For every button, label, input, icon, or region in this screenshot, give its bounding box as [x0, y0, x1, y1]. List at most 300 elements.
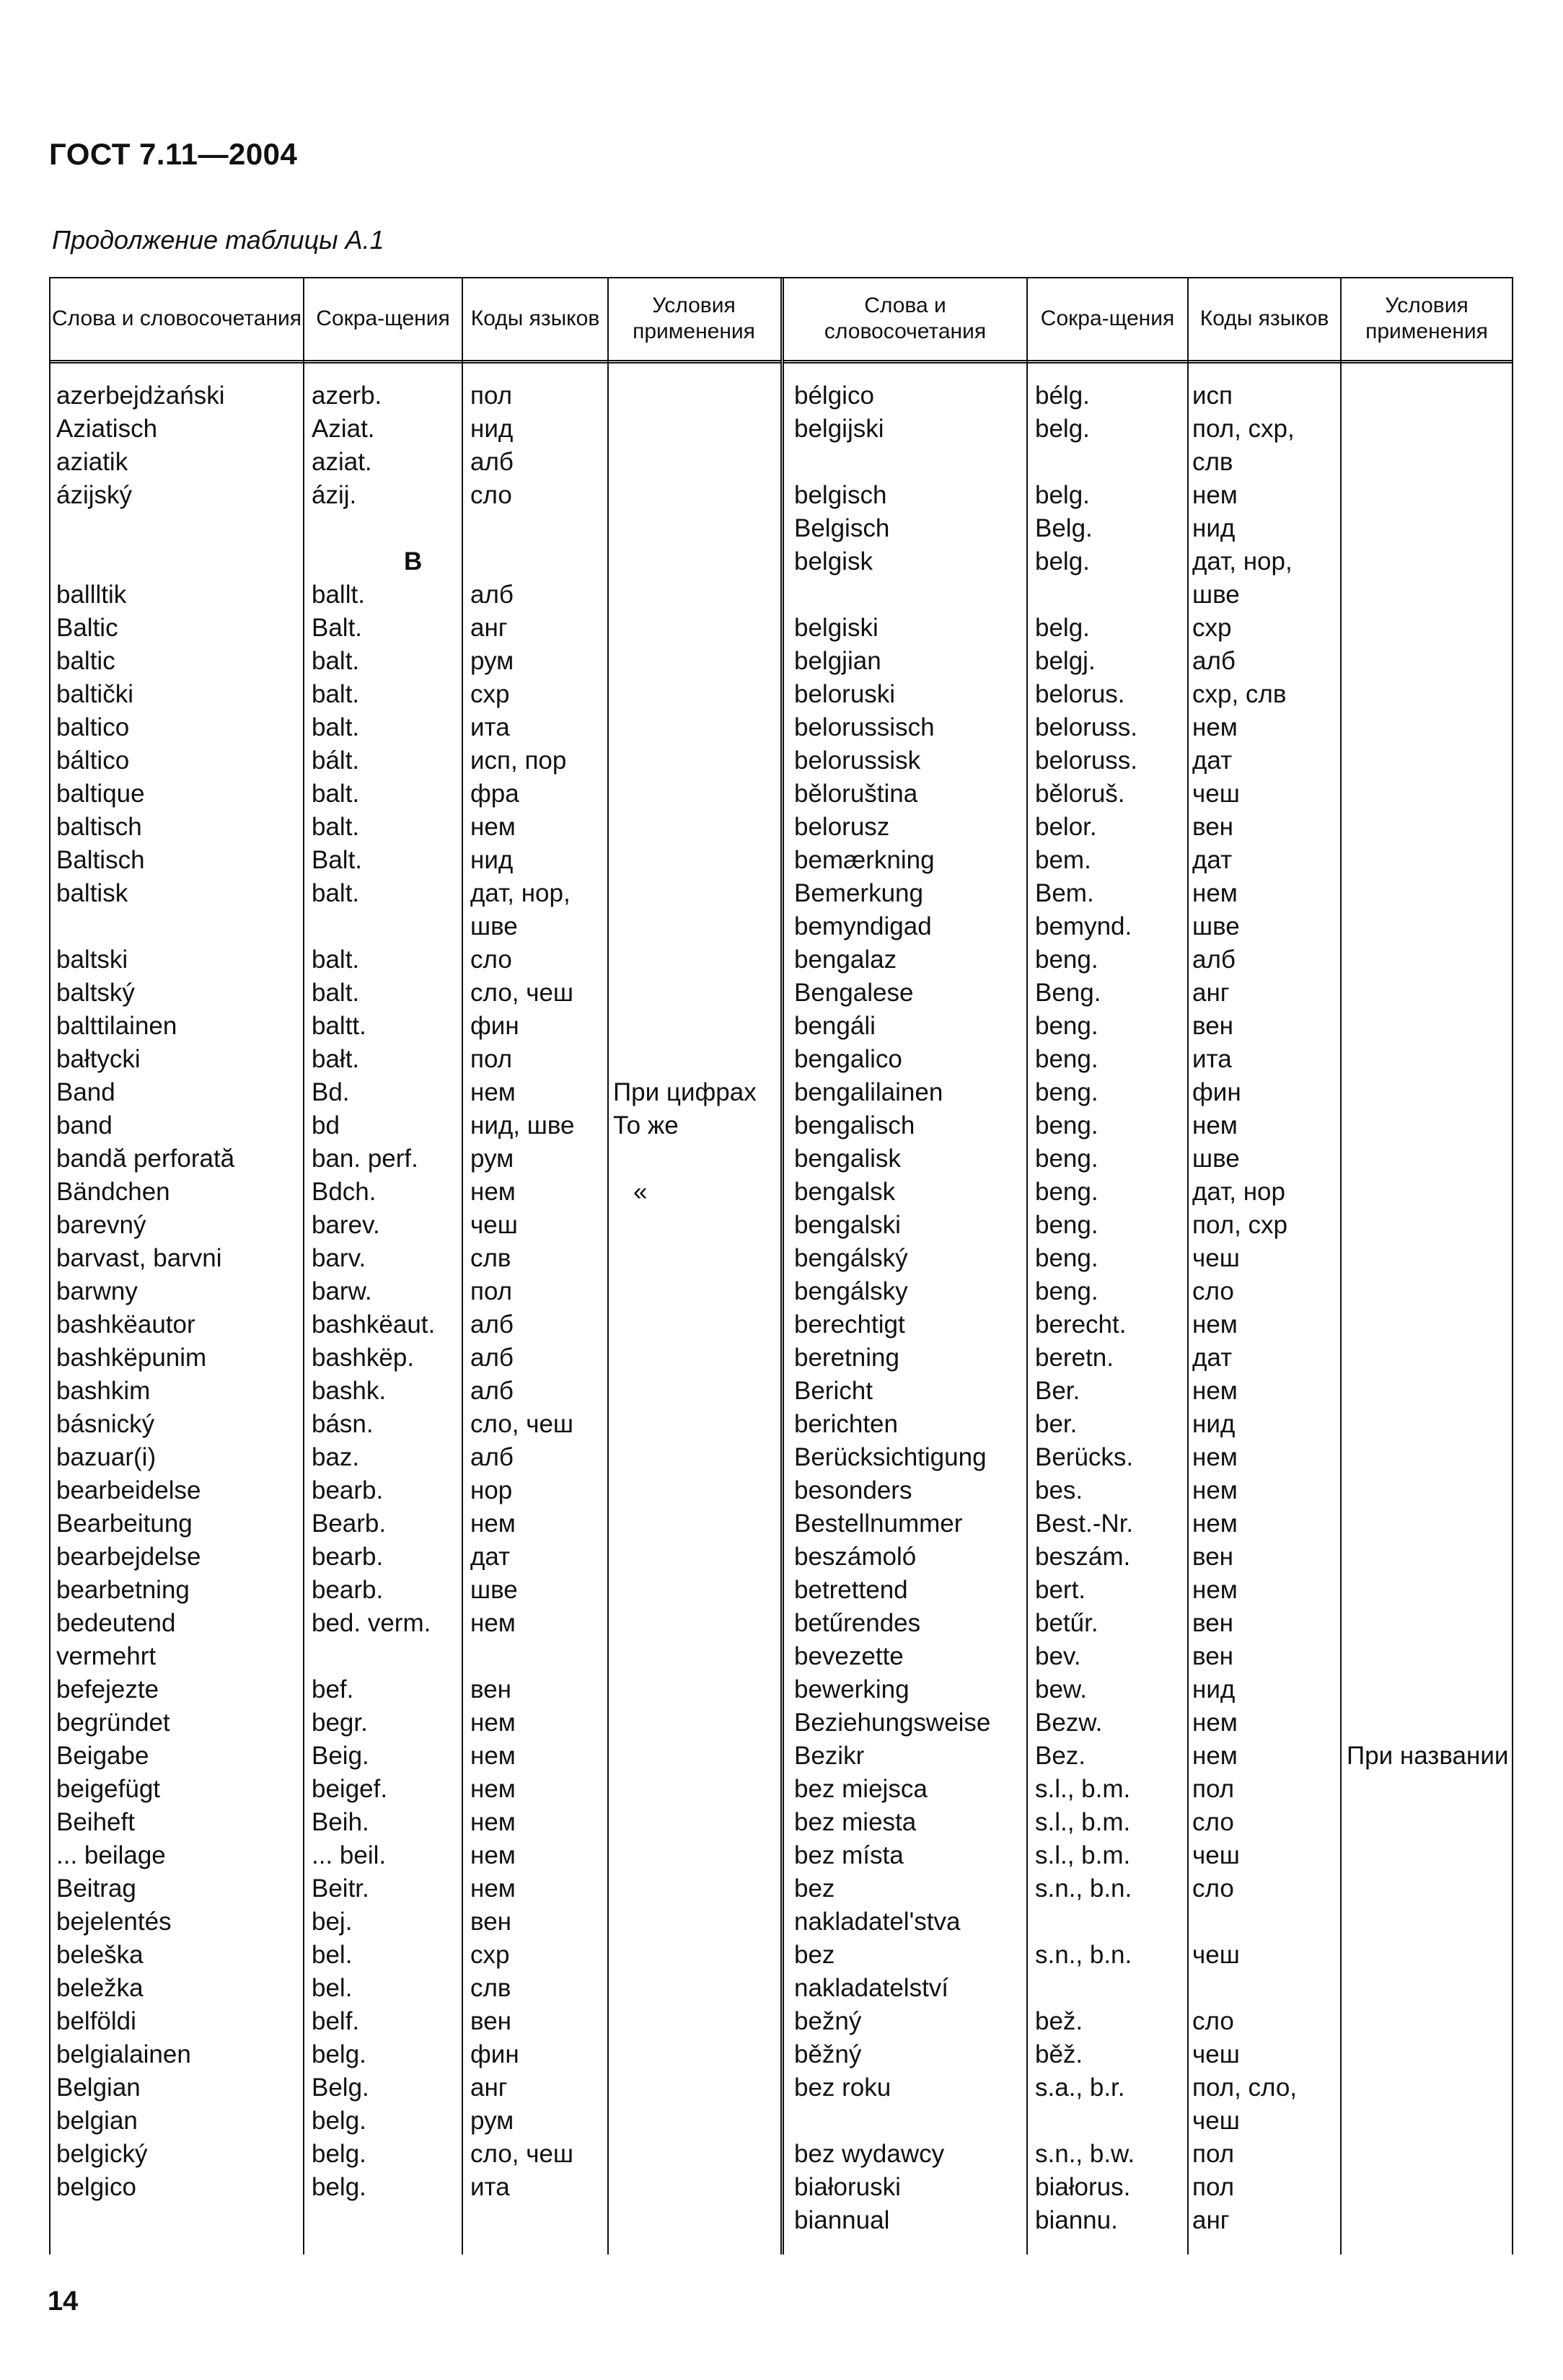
cell-code: пол, сло, — [1192, 2073, 1298, 2102]
table-row — [784, 1474, 1512, 1507]
cell-word: begründet — [56, 1709, 170, 1737]
cell-abbr: bd — [312, 1111, 340, 1140]
cell-abbr: Beitr. — [312, 1874, 369, 1903]
table-row — [50, 744, 780, 777]
cell-code: нем — [1192, 1111, 1238, 1140]
table-continuation-caption: Продолжение таблицы А.1 — [52, 225, 384, 255]
cell-code: сло — [1192, 1874, 1234, 1903]
header-abbr: Сокра-щения — [316, 307, 450, 330]
cell-abbr: ... beil. — [312, 1841, 387, 1869]
table-row — [50, 645, 780, 678]
cell-code: пол — [1192, 2140, 1235, 2168]
cell-abbr: běž. — [1035, 2040, 1083, 2068]
cell-code: анг — [470, 614, 508, 642]
cell-abbr: Belg. — [312, 2073, 369, 2102]
cell-word: belgjian — [794, 647, 881, 675]
cell-code: нем — [470, 1775, 516, 1803]
table-row — [50, 1673, 780, 1706]
cell-word: azerbejdżański — [56, 382, 225, 410]
cell-code: алб — [1192, 946, 1236, 974]
cell-abbr: s.a., b.r. — [1035, 2073, 1125, 2102]
cell-code: нем — [1192, 1576, 1238, 1604]
cell-abbr: Balt. — [312, 846, 363, 874]
cell-word: bez — [794, 1874, 835, 1903]
cell-word: Beiheft — [56, 1808, 135, 1836]
cell-abbr: beng. — [1035, 1145, 1098, 1173]
cell-word: belgijski — [794, 415, 884, 443]
cell-word: bez miejsca — [794, 1775, 928, 1803]
cell-word: beretning — [794, 1344, 899, 1372]
cell-abbr: beng. — [1035, 1277, 1098, 1305]
cell-abbr: bed. verm. — [312, 1609, 431, 1637]
cell-code: нем — [470, 1509, 516, 1538]
cell-abbr: Bearb. — [312, 1509, 387, 1538]
cell-abbr: bej. — [312, 1908, 353, 1936]
cell-word: Baltisch — [56, 846, 145, 874]
cell-code: исп — [1192, 382, 1233, 410]
cell-abbr: ber. — [1035, 1410, 1078, 1438]
cell-abbr: baltt. — [312, 1012, 366, 1040]
cell-word: belgisch — [794, 481, 887, 509]
cell-abbr: beszám. — [1035, 1543, 1131, 1571]
cell-code: схр, слв — [1192, 680, 1287, 708]
cell-abbr: s.l., b.m. — [1035, 1841, 1131, 1869]
cell-code: дат — [1192, 846, 1233, 874]
table-row — [784, 2038, 1512, 2071]
cell-abbr: s.l., b.m. — [1035, 1775, 1131, 1803]
cell-abbr: belg. — [312, 2107, 366, 2135]
cell-word: nakladatelství — [794, 1974, 949, 2002]
table-row — [50, 1441, 780, 1474]
table-row — [784, 1142, 1512, 1176]
cell-code: нид — [1192, 1675, 1236, 1704]
cell-abbr: bashkëp. — [312, 1344, 415, 1372]
cell-code: чеш — [1192, 2040, 1240, 2068]
cell-code: сло — [470, 946, 512, 974]
table-row — [784, 711, 1512, 744]
cell-word: běloruština — [794, 780, 918, 808]
section-letter: B — [404, 547, 423, 576]
cell-word: bez místa — [794, 1841, 904, 1869]
cell-code: шве — [470, 1576, 518, 1604]
cell-abbr: běloruš. — [1035, 780, 1125, 808]
table-row — [50, 1607, 780, 1640]
cell-code: пол — [470, 382, 513, 410]
cell-abbr: Ber. — [1035, 1377, 1080, 1405]
cell-word: białoruski — [794, 2173, 901, 2201]
table-row — [784, 379, 1512, 413]
cell-abbr: s.n., b.n. — [1035, 1874, 1132, 1903]
table-header-row — [784, 278, 1512, 363]
cell-code: схр — [470, 1941, 510, 1969]
cell-word: Beitrag — [56, 1874, 136, 1903]
cell-word: Bericht — [794, 1377, 873, 1405]
cell-abbr: bearb. — [312, 1476, 384, 1504]
table-row — [784, 1375, 1512, 1408]
cell-word: Band — [56, 1078, 115, 1106]
table-row — [50, 1740, 780, 1773]
table-row — [50, 2038, 780, 2071]
table-row — [784, 1308, 1512, 1341]
cell-word: bedeutend — [56, 1609, 176, 1637]
cell-condition: « — [633, 1178, 648, 1206]
cell-code: дат, нор, — [1192, 547, 1293, 576]
cell-code: рум — [470, 2107, 514, 2135]
header-abbr: Сокра-щения — [1040, 307, 1175, 330]
table-row — [784, 1905, 1512, 1939]
cell-abbr: barev. — [312, 1211, 380, 1239]
cell-code: вен — [470, 2007, 511, 2035]
table-row — [50, 1275, 780, 1308]
cell-code: алб — [470, 1344, 514, 1372]
cell-code: сло — [1192, 1808, 1234, 1836]
table-row — [50, 1076, 780, 1109]
cell-abbr: bélg. — [1035, 382, 1090, 410]
table-row — [50, 1408, 780, 1441]
cell-code: алб — [1192, 647, 1236, 675]
cell-word: básnický — [56, 1410, 155, 1438]
cell-word: bevezette — [794, 1642, 904, 1670]
table-row — [784, 1872, 1512, 1905]
table-row — [784, 2005, 1512, 2038]
table-row — [50, 578, 780, 612]
cell-abbr: Bdch. — [312, 1178, 377, 1206]
cell-code: нем — [1192, 1476, 1238, 1504]
cell-abbr: beng. — [1035, 1045, 1098, 1073]
cell-word: bashkim — [56, 1377, 151, 1405]
cell-abbr: belf. — [312, 2007, 360, 2035]
cell-abbr: bev. — [1035, 1642, 1081, 1670]
cell-word: besonders — [794, 1476, 912, 1504]
cell-code: шве — [1192, 1145, 1240, 1173]
cell-abbr: begr. — [312, 1709, 368, 1737]
table-row — [784, 446, 1512, 479]
cell-abbr: balt. — [312, 979, 360, 1007]
table-row — [50, 2171, 780, 2204]
cell-word: báltico — [56, 746, 130, 775]
cell-word: baltic — [56, 647, 115, 675]
cell-word: ballltik — [56, 581, 127, 609]
cell-code: вен — [1192, 1012, 1233, 1040]
cell-code: сло, чеш — [470, 2140, 574, 2168]
table-row — [50, 1939, 780, 1972]
cell-word: Bändchen — [56, 1178, 170, 1206]
cell-abbr: balt. — [312, 813, 360, 841]
cell-abbr: beng. — [1035, 946, 1098, 974]
cell-abbr: beng. — [1035, 1244, 1098, 1272]
cell-word: bez — [794, 1941, 835, 1969]
cell-word: bengalilainen — [794, 1078, 943, 1106]
cell-abbr: ban. perf. — [312, 1145, 418, 1173]
table-row — [50, 545, 780, 578]
cell-code: дат — [470, 1543, 511, 1571]
cell-code: нем — [1192, 1310, 1238, 1339]
cell-abbr: Beih. — [312, 1808, 369, 1836]
table-row — [50, 2005, 780, 2038]
cell-word: bejelentés — [56, 1908, 172, 1936]
cell-word: baltski — [56, 946, 128, 974]
table-row — [784, 1640, 1512, 1673]
cell-code: ита — [470, 2173, 510, 2201]
cell-code: пол — [1192, 1775, 1235, 1803]
header-codes: Коды языков — [470, 307, 600, 330]
cell-word: Aziatisch — [56, 415, 158, 443]
cell-word: nakladatel'stva — [794, 1908, 961, 1936]
table-row — [784, 1673, 1512, 1706]
cell-abbr: belgj. — [1035, 647, 1096, 675]
cell-word: bazuar(i) — [56, 1443, 157, 1471]
table-row — [784, 2171, 1512, 2204]
table-row — [50, 1010, 780, 1043]
cell-code: слв — [470, 1974, 511, 2002]
cell-abbr: bált. — [312, 746, 360, 775]
cell-code: алб — [470, 448, 514, 476]
cell-word: band — [56, 1111, 113, 1140]
cell-word: baltisk — [56, 879, 128, 907]
table-row — [50, 1209, 780, 1242]
table-row — [784, 1209, 1512, 1242]
cell-abbr: Beng. — [1035, 979, 1101, 1007]
cell-word: bengáli — [794, 1012, 876, 1040]
cell-abbr: azerb. — [312, 382, 382, 410]
table-left-half — [50, 278, 780, 2255]
cell-code: нем — [470, 1808, 516, 1836]
table-row — [784, 1341, 1512, 1375]
cell-code: алб — [470, 1377, 514, 1405]
cell-word: belgialainen — [56, 2040, 191, 2068]
cell-code: дат — [1192, 746, 1233, 775]
cell-abbr: bearb. — [312, 1543, 384, 1571]
table-row — [50, 1242, 780, 1275]
table-row — [784, 1441, 1512, 1474]
table-row — [784, 545, 1512, 578]
cell-word: Beziehungsweise — [794, 1709, 991, 1737]
cell-word: Beigabe — [56, 1742, 149, 1770]
table-row — [784, 1507, 1512, 1541]
cell-word: Bearbeitung — [56, 1509, 193, 1538]
cell-abbr: berecht. — [1035, 1310, 1127, 1339]
cell-word: bashkëautor — [56, 1310, 195, 1339]
cell-word: biannual — [794, 2206, 890, 2234]
table-row — [50, 1375, 780, 1408]
table-row — [50, 877, 780, 910]
cell-word: beležka — [56, 1974, 144, 2002]
table-row — [784, 1043, 1512, 1076]
cell-condition: То же — [613, 1111, 679, 1140]
table-row — [784, 2071, 1512, 2104]
cell-abbr: beng. — [1035, 1211, 1098, 1239]
cell-word: ázijský — [56, 481, 133, 509]
cell-abbr: ballt. — [312, 581, 365, 609]
cell-word: bengalisch — [794, 1111, 915, 1140]
cell-word: Belgian — [56, 2073, 141, 2102]
cell-abbr: Bd. — [312, 1078, 350, 1106]
table-row — [784, 479, 1512, 512]
cell-abbr: barw. — [312, 1277, 372, 1305]
cell-abbr: belg. — [312, 2140, 366, 2168]
table-row — [784, 1010, 1512, 1043]
cell-word: berechtigt — [794, 1310, 905, 1339]
cell-code: слв — [1192, 448, 1233, 476]
abbreviation-table — [49, 277, 1513, 2255]
cell-abbr: Berücks. — [1035, 1443, 1134, 1471]
cell-condition: При названии — [1347, 1742, 1509, 1770]
cell-code: нор — [470, 1476, 513, 1504]
cell-code: алб — [470, 1443, 514, 1471]
cell-abbr: barv. — [312, 1244, 366, 1272]
cell-code: пол, схр — [1192, 1211, 1287, 1239]
cell-word: bengalisk — [794, 1145, 901, 1173]
header-words: Слова и словосочетания — [824, 294, 987, 343]
cell-code: ита — [1192, 1045, 1232, 1073]
table-row — [784, 1076, 1512, 1109]
cell-word: bélgico — [794, 382, 874, 410]
cell-word: beigefügt — [56, 1775, 161, 1803]
cell-code: нем — [1192, 1709, 1238, 1737]
table-row — [784, 2104, 1512, 2138]
cell-word: bearbejdelse — [56, 1543, 201, 1571]
cell-word: baltisch — [56, 813, 142, 841]
cell-abbr: belg. — [1035, 415, 1090, 443]
cell-word: beszámoló — [794, 1543, 917, 1571]
cell-code: нем — [1192, 481, 1238, 509]
cell-code: нем — [470, 1841, 516, 1869]
cell-code: чеш — [1192, 2107, 1240, 2135]
cell-abbr: beloruss. — [1035, 746, 1138, 775]
cell-abbr: belg. — [312, 2173, 366, 2201]
cell-abbr: białorus. — [1035, 2173, 1131, 2201]
table-row — [50, 1839, 780, 1872]
cell-word: barwny — [56, 1277, 138, 1305]
cell-word: baltique — [56, 780, 145, 808]
cell-word: betrettend — [794, 1576, 908, 1604]
cell-code: сло, чеш — [470, 979, 574, 1007]
header-conditions: Условия применения — [1365, 294, 1488, 343]
cell-code: схр — [1192, 614, 1232, 642]
table-row — [50, 1507, 780, 1541]
table-row — [784, 877, 1512, 910]
table-row — [784, 645, 1512, 678]
cell-code: нем — [470, 1742, 516, 1770]
cell-abbr: biannu. — [1035, 2206, 1118, 2234]
table-row — [784, 811, 1512, 844]
cell-abbr: Bem. — [1035, 879, 1094, 907]
header-codes: Коды языков — [1199, 307, 1329, 330]
table-row — [50, 479, 780, 512]
cell-word: Berücksichtigung — [794, 1443, 987, 1471]
cell-code: нем — [470, 1874, 516, 1903]
table-row — [784, 612, 1512, 645]
cell-abbr: beng. — [1035, 1012, 1098, 1040]
cell-word: bez roku — [794, 2073, 891, 2102]
table-right-half — [780, 278, 1512, 2255]
cell-code: вен — [470, 1675, 511, 1704]
cell-word: bez wydawcy — [794, 2140, 945, 2168]
cell-word: bemyndigad — [794, 912, 932, 940]
cell-word: bežný — [794, 2007, 862, 2035]
cell-code: вен — [1192, 1609, 1233, 1637]
cell-code: нем — [1192, 1443, 1238, 1471]
table-row — [50, 512, 780, 545]
table-row — [50, 2104, 780, 2138]
cell-abbr: beng. — [1035, 1111, 1098, 1140]
cell-code: сло — [470, 481, 512, 509]
table-row — [784, 1839, 1512, 1872]
table-row — [784, 844, 1512, 877]
cell-word: barevný — [56, 1211, 146, 1239]
cell-abbr: bel. — [312, 1941, 353, 1969]
cell-word: berichten — [794, 1410, 898, 1438]
cell-code: ита — [470, 713, 510, 741]
cell-word: belorussisk — [794, 746, 921, 775]
cell-word: belgian — [56, 2107, 138, 2135]
header-conditions: Условия применения — [633, 294, 755, 343]
cell-code: вен — [1192, 1642, 1233, 1670]
table-row — [50, 413, 780, 446]
cell-word: beloruski — [794, 680, 896, 708]
cell-word: belorussisch — [794, 713, 935, 741]
cell-code: дат — [1192, 1344, 1233, 1372]
table-row — [50, 943, 780, 977]
cell-code: шве — [1192, 912, 1240, 940]
cell-code: вен — [1192, 1543, 1233, 1571]
cell-word: bengálský — [794, 1244, 908, 1272]
cell-code: пол, схр, — [1192, 415, 1295, 443]
cell-code: рум — [470, 1145, 514, 1173]
table-row — [50, 446, 780, 479]
cell-abbr: s.n., b.w. — [1035, 2140, 1135, 2168]
table-row — [784, 1972, 1512, 2005]
cell-word: barvast, barvni — [56, 1244, 222, 1272]
cell-code: вен — [470, 1908, 511, 1936]
cell-word: belföldi — [56, 2007, 136, 2035]
table-row — [50, 1806, 780, 1839]
table-row — [50, 2071, 780, 2104]
cell-code: нем — [470, 813, 516, 841]
table-row — [784, 777, 1512, 811]
table-row — [50, 1109, 780, 1142]
cell-abbr: beigef. — [312, 1775, 388, 1803]
cell-code: пол — [1192, 2173, 1235, 2201]
cell-code: нем — [470, 1709, 516, 1737]
cell-abbr: balt. — [312, 680, 360, 708]
cell-word: bałtycki — [56, 1045, 141, 1073]
cell-abbr: bef. — [312, 1675, 354, 1704]
cell-word: bez miesta — [794, 1808, 917, 1836]
table-row — [50, 977, 780, 1010]
table-row — [50, 1872, 780, 1905]
cell-code: нид — [470, 415, 514, 443]
cell-abbr: s.l., b.m. — [1035, 1808, 1131, 1836]
cell-word: Belgisch — [794, 514, 890, 542]
cell-abbr: Belg. — [1035, 514, 1093, 542]
table-row — [784, 413, 1512, 446]
cell-abbr: s.n., b.n. — [1035, 1941, 1132, 1969]
table-row — [784, 910, 1512, 943]
cell-abbr: balt. — [312, 713, 360, 741]
cell-word: bewerking — [794, 1675, 910, 1704]
cell-code: нид, шве — [470, 1111, 575, 1140]
table-row — [50, 1176, 780, 1209]
cell-code: фин — [470, 2040, 519, 2068]
table-row — [50, 1308, 780, 1341]
cell-code: исп, пор — [470, 746, 567, 775]
table-row — [50, 2138, 780, 2171]
cell-word: belgický — [56, 2140, 148, 2168]
table-row — [784, 1541, 1512, 1574]
cell-code: анг — [1192, 979, 1230, 1007]
cell-abbr: balt. — [312, 946, 360, 974]
